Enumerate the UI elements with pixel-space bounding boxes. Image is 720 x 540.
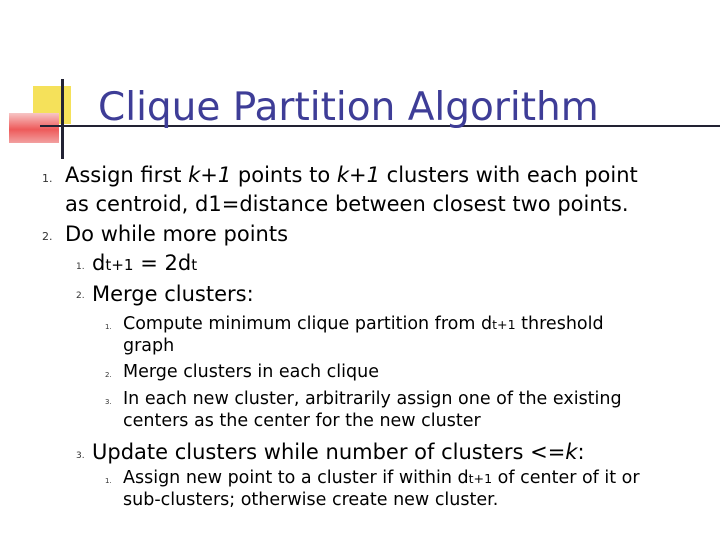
item-2-2-1-line-2: graph <box>123 336 175 356</box>
substep-3-text: Update clusters while number of clusters <=k: <box>92 440 585 464</box>
item-2-2-2-number: 2. <box>105 371 112 379</box>
decor-vertical-rule <box>61 79 64 159</box>
item-2-2-1-line-1: Compute minimum clique partition from dt+1 threshold <box>123 314 604 334</box>
step-1-line-1: Assign first k+1 points to k+1 clusters with each point <box>65 163 638 187</box>
substep-1-number: 1. <box>76 262 85 272</box>
step-1-number: 1. <box>42 172 53 185</box>
item-2-2-3-line-2: centers as the center for the new cluster <box>123 411 481 431</box>
step-1-line-2: as centroid, d1=distance between closest two points. <box>65 192 629 216</box>
item-2-3-1-number: 1. <box>105 477 112 485</box>
step-2-text: Do while more points <box>65 222 289 246</box>
substep-1-formula: dt+1 = 2dt <box>92 251 198 275</box>
substep-2-number: 2. <box>76 291 85 301</box>
item-2-2-2-text: Merge clusters in each clique <box>123 362 379 382</box>
item-2-2-1-number: 1. <box>105 323 112 331</box>
item-2-2-3-number: 3. <box>105 398 112 406</box>
substep-2-text: Merge clusters: <box>92 282 254 306</box>
item-2-2-3-line-1: In each new cluster, arbitrarily assign one of the existing <box>123 389 622 409</box>
substep-3-number: 3. <box>76 451 85 461</box>
item-2-3-1-line-1: Assign new point to a cluster if within dt+1 of center of it or <box>123 468 640 488</box>
decor-red-bar <box>9 113 59 143</box>
step-2-number: 2. <box>42 230 53 243</box>
item-2-3-1-line-2: sub-clusters; otherwise create new cluster. <box>123 490 499 510</box>
slide-title: Clique Partition Algorithm <box>98 85 599 130</box>
